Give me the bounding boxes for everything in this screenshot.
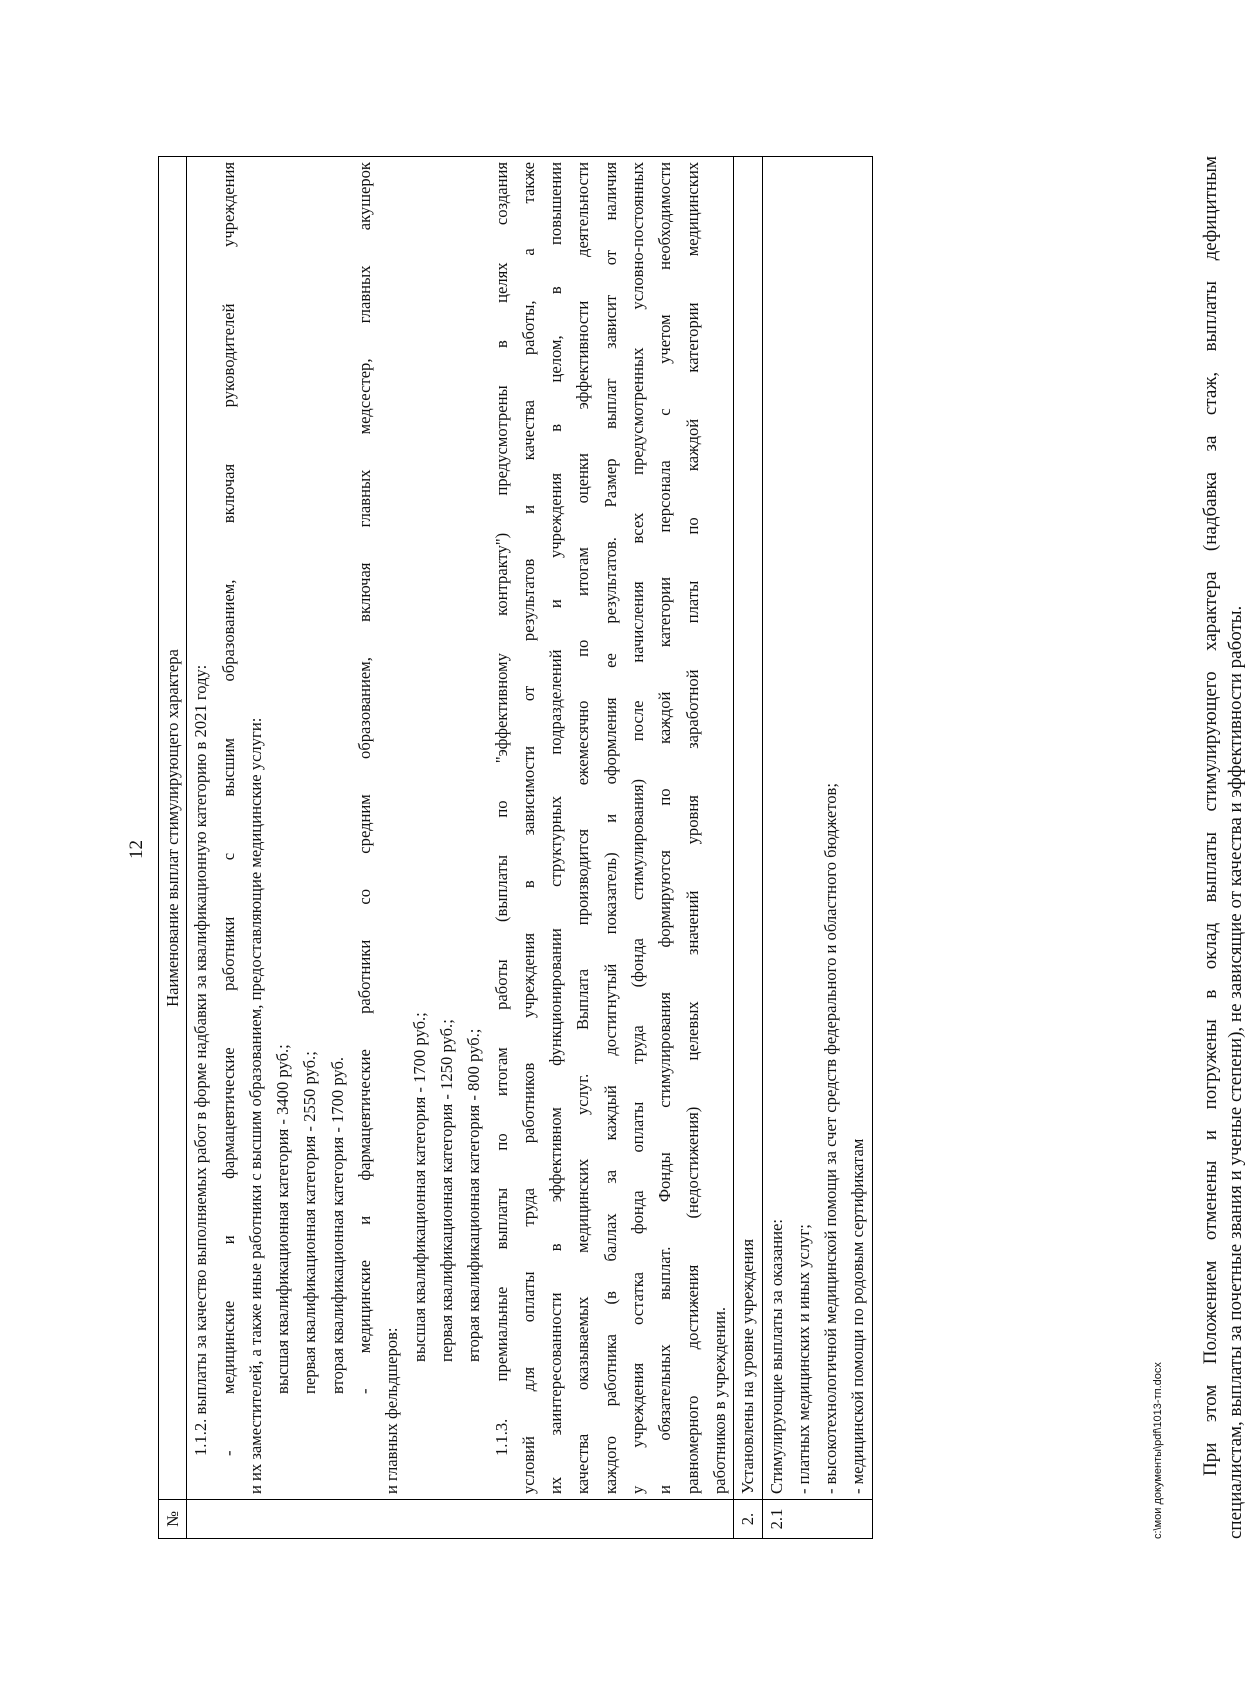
text-line: - медицинские и фармацевтические работники с высшим образованием, включая руководителей учреждения	[218, 162, 238, 1456]
text-line: условий для оплаты труда работников учреждения в зависимости от результатов и качества работы, а также	[518, 162, 538, 1494]
text-line: и их заместителей, а также иные работники с высшим образованием, предоставляющие медицинские услуги:	[245, 717, 265, 1494]
text-line: 1.1.3. премиальные выплаты по итогам работы (выплаты по "эффективному контракту") предусмотрены в целях создания	[491, 162, 511, 1456]
text-line: их заинтересованности в эффективном функционировании структурных подразделений и учреждения в целом, в повышении	[546, 162, 566, 1494]
text-line: первая квалификационная категория - 1250 руб.;	[436, 1019, 456, 1362]
row1-text-cell	[187, 157, 734, 1500]
table-row	[734, 157, 762, 1539]
text-line: высшая квалификационная категория - 1700 руб.;	[409, 1012, 429, 1362]
text-line: - медицинские и фармацевтические работники со средним образованием, включая главных медсестер, главных акушерок	[355, 162, 375, 1394]
header-name-cell: Наименование выплат стимулирующего характера	[159, 157, 187, 1500]
text-line: Стимулирующие выплаты за оказание:	[766, 1219, 786, 1494]
text-line: первая квалификационная категория - 2550 руб.;	[300, 1051, 320, 1394]
text-line: качества оказываемых медицинских услуг. Выплата производится ежемесячно по итогам оценки эффективности деятельности	[573, 162, 593, 1494]
page-number: 12	[126, 840, 147, 859]
text-line: и обязательных выплат. Фонды стимулирования формируются по каждой категории персонала с учетом необходимости	[655, 162, 675, 1494]
summary-paragraph	[1198, 156, 1248, 1539]
text-line: у учреждения остатка фонда оплаты труда (фонда стимулирования) после начисления всех предусмотренных условно-постоянных	[628, 162, 648, 1494]
table-header-row	[159, 157, 187, 1539]
text-line: - платных медицинских и иных услуг;	[793, 1224, 813, 1494]
text-line: работников в учреждении.	[709, 1306, 729, 1494]
paragraph-line-1: При этом Положением отменены и погружены в оклад выплаты стимулирующего характера (надбавка за стаж, выплаты дефицитным	[1200, 156, 1221, 1476]
table-row	[187, 157, 734, 1539]
header-num-cell: №	[159, 1500, 187, 1539]
text-line: вторая квалификационная категория - 1700 руб.	[327, 1056, 347, 1394]
paragraph-line-2: специалистам, выплаты за почетные звания и ученые степени), не зависящие от качества и эффективности работы.	[1225, 605, 1246, 1539]
row2-num-cell: 2.	[734, 1500, 762, 1539]
text-line: равномерного достижения (недостижения) целевых значений уровня заработной платы по каждой категории медицинских	[682, 162, 702, 1494]
text-line: каждого работника (в баллах за каждый достигнутый показатель) и оформления ее результатов. Размер выплат зависит от наличия	[600, 162, 620, 1494]
row2-text-cell: Установлены на уровне учреждения	[734, 157, 762, 1500]
footer-file-path: c:\мои документы\pdf\1013-тп.docx	[1152, 1362, 1164, 1539]
table-row	[762, 157, 872, 1539]
row3-text-cell	[762, 157, 872, 1500]
text-line: высшая квалификационная категория - 3400 руб.;	[273, 1044, 293, 1394]
text-line: вторая квалификационная категория - 800 руб.;	[464, 1028, 484, 1362]
text-line: 1.1.2. выплаты за качество выполняемых работ в форме надбавки за квалификационную категорию в 2021 году:	[191, 664, 211, 1456]
row3-num-cell: 2.1	[762, 1500, 872, 1539]
text-line: - высокотехнологичной медицинской помощи за счет средств федерального и областного бюджетов;	[821, 783, 841, 1494]
text-line: и главных фельдшеров:	[382, 1327, 402, 1494]
payments-table	[158, 156, 873, 1539]
text-line: - медицинской помощи по родовым сертификатам	[848, 1138, 868, 1494]
row1-num-cell	[187, 1500, 734, 1539]
